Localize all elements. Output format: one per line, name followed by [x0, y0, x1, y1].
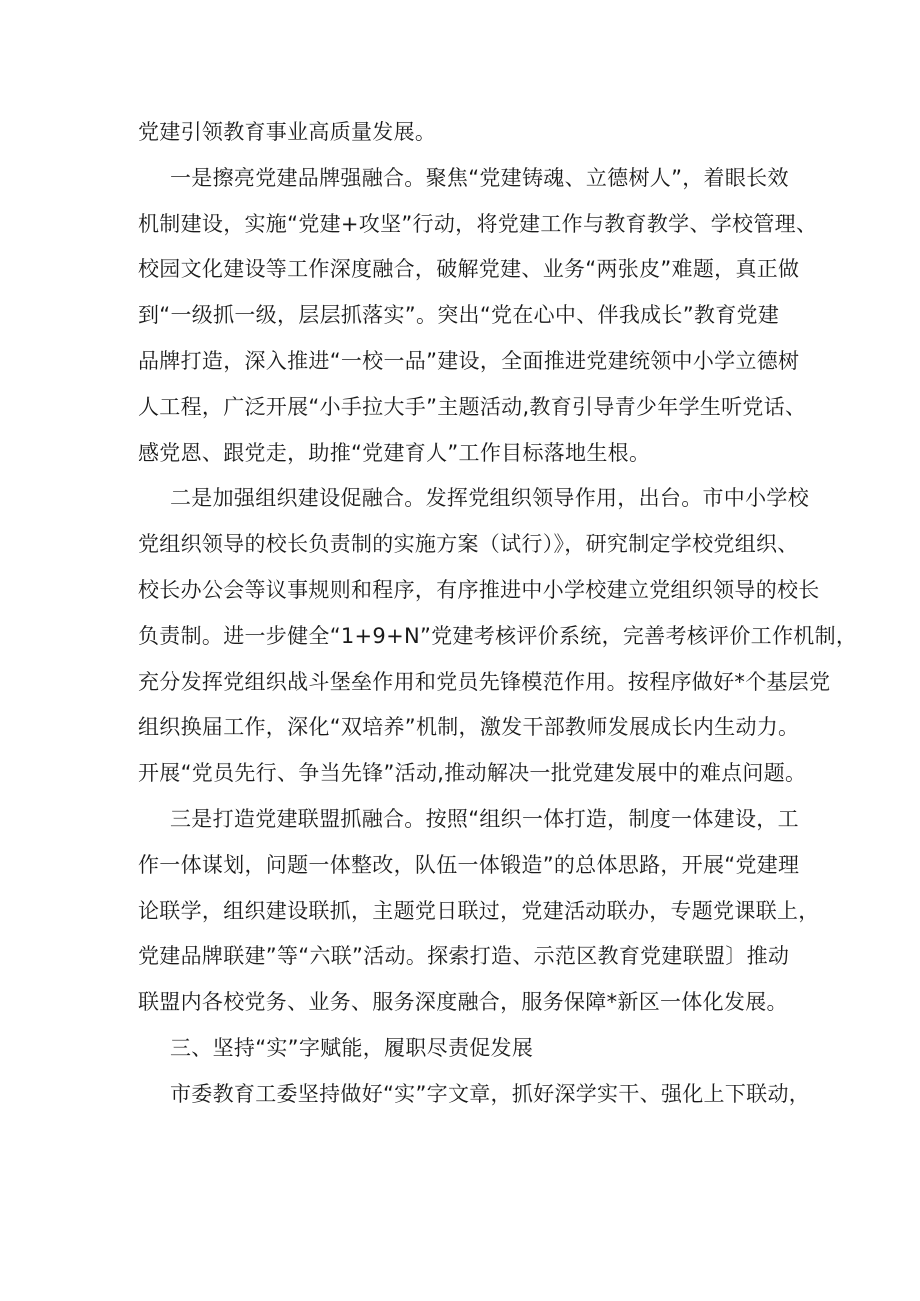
text-line: 校长办公会等议事规则和程序，有序推进中小学校建立党组织领导的校长 — [138, 577, 820, 602]
text-line: 机制建设，实施“党建+攻坚”行动，将党建工作与教育教学、学校管理、 — [138, 211, 818, 236]
text-line: 党组织领导的校长负责制的实施方案（试行）》，研究制定学校党组织、 — [138, 532, 799, 557]
section-heading: 三、坚持“实”字赋能，履职尽责促发展 — [170, 1035, 534, 1060]
text-line: 品牌打造，深入推进“一校一品”建设，全面推进党建统领中小学立德树 — [138, 348, 800, 373]
body-text — [138, 110, 858, 1118]
text-line: 校园文化建设等工作深度融合，破解党建、业务“两张皮”难题，真正做 — [138, 257, 800, 282]
paragraph-start-line: 一是擦亮党建品牌强融合。聚焦“党建铸魂、立德树人”，着眼长效 — [170, 165, 789, 190]
text-line: 组织换届工作，深化“双培养”机制，激发干部教师发展成长内生动力。 — [138, 715, 800, 740]
text-line: 到“一级抓一级，层层抓落实”。突出“党在心中、伴我成长”教育党建 — [138, 303, 780, 328]
paragraph-start-line: 三是打造党建联盟抓融合。按照“组织一体打造，制度一体建设，工 — [170, 806, 799, 831]
text-line: 作一体谋划，问题一体整改，队伍一体锻造”的总体思路，开展“党建理 — [138, 852, 800, 877]
paragraph-start-line: 市委教育工委坚持做好“实”字文章，抓好深学实干、强化上下联动， — [170, 1081, 811, 1106]
text-line: 感党恩、跟党走，助推“党建育人”工作目标落地生根。 — [138, 440, 651, 465]
text-line: 党建引领教育事业高质量发展。 — [138, 120, 437, 144]
text-line: 论联学，组织建设联抓，主题党日联过，党建活动联办，专题党课联上， — [138, 898, 820, 923]
text-line: 联盟内各校党务、业务、服务深度融合，服务保障*新区一体化发展。 — [138, 990, 788, 1015]
text-line: 开展“党员先行、争当先锋”活动,推动解决一批党建发展中的难点问题。 — [138, 761, 807, 786]
text-line: 党建品牌联建”等“六联”活动。探索打造、示范区教育党建联盟〕推动 — [138, 944, 790, 969]
text-line: 负责制。进一步健全“1+9+N”党建考核评价系统，完善考核评价工作机制， — [138, 623, 858, 648]
text-line: 人工程，广泛开展“小手拉大手”主题活动,教育引导青少年学生听党话、 — [138, 394, 807, 419]
text-line: 充分发挥党组织战斗堡垒作用和党员先锋模范作用。按程序做好*个基层党 — [138, 669, 831, 694]
paragraph-start-line: 二是加强组织建设促融合。发挥党组织领导作用，出台。市中小学校 — [170, 486, 809, 511]
